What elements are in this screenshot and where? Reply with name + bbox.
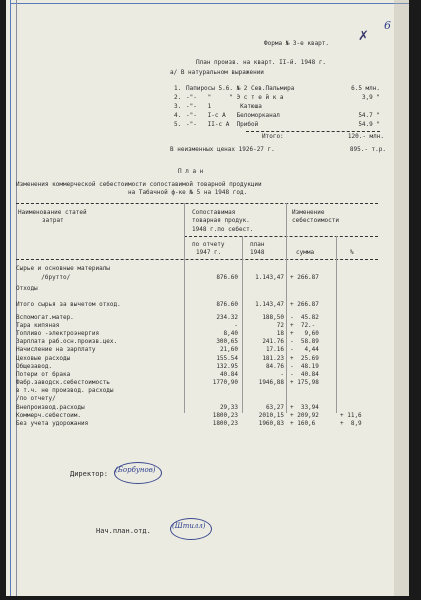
cell-plan: 17.16 [265, 346, 284, 353]
row-label: Цеховые расходы [16, 355, 71, 362]
row-label: Топливо -электроэнергия [16, 330, 100, 337]
cell-plan: 72 [276, 322, 284, 329]
director-label: Директор: [70, 470, 108, 478]
product-name: -"- 1 Катюша [186, 103, 262, 110]
product-n: 1. [174, 85, 182, 92]
cell-plan: 188,50 [262, 314, 284, 321]
col-divider [336, 236, 337, 413]
plan-subtitle-2: на Табачной ф-ке № 5 на 1948 год. [128, 189, 248, 196]
cell-plan: 241.76 [262, 338, 284, 345]
form-label: Форма № 3-е кварт. [264, 40, 330, 47]
plan-heading: П л а н [178, 168, 204, 175]
product-value: 54.7 " [358, 112, 380, 119]
col-header-articles-2: затрат [42, 217, 64, 224]
binding-rule-left [16, 0, 17, 596]
row-label: Итого сырья за вычетом отход. [16, 301, 121, 308]
product-name: -"- " " Э с т е й к а [186, 94, 284, 101]
cell-plan: 1946,88 [258, 379, 284, 386]
col-header-comparable-3: 1948 г.по себест. [192, 226, 254, 233]
cell-sum: + 9,60 [290, 330, 319, 337]
cell-report: - [234, 322, 238, 329]
row-label: Тара кипяная [16, 322, 60, 329]
page-number: 6 [384, 19, 391, 32]
cell-sum: + 160,6 [290, 420, 316, 427]
subcol-report-year: 1947 г. [196, 249, 222, 256]
cell-plan: - [280, 371, 284, 378]
row-label: Без учета удорожания [16, 420, 89, 427]
cell-sum: + 25.69 [290, 355, 319, 362]
row-label: /по отчету/ [16, 395, 56, 402]
col-divider [286, 203, 287, 413]
cell-sum: - 58.89 [290, 338, 319, 345]
cell-percent: + 8,9 [340, 420, 362, 427]
row-label: Сырье и основные материалы [16, 265, 110, 272]
plan-subtitle-1: Изменения коммерческой себестоимости сопоставимой товарной продукции [16, 181, 262, 188]
total-divider [246, 131, 380, 132]
total-label: Итого: [262, 133, 284, 140]
cell-report: 155.54 [216, 355, 238, 362]
total-value: 120.- млн. [347, 133, 384, 140]
paper-stain [394, 0, 409, 596]
cell-report: 300,65 [216, 338, 238, 345]
subheader-line [184, 236, 378, 237]
cell-report: 21,60 [219, 346, 238, 353]
cell-sum: - 45.82 [290, 314, 319, 321]
top-rule [10, 3, 409, 4]
subcol-percent: % [350, 249, 354, 256]
product-name: -"- I-с А Беломорканал [186, 112, 280, 119]
cell-report: 8,40 [223, 330, 238, 337]
cell-sum: + 266.87 [290, 301, 319, 308]
cell-plan: 63,27 [265, 404, 284, 411]
subcol-plan: план [250, 241, 265, 248]
cell-sum: - 4,44 [290, 346, 319, 353]
product-n: 4. [174, 112, 182, 119]
cell-report: 132.95 [216, 363, 238, 370]
cell-plan: 181.23 [262, 355, 284, 362]
cell-report: 876.60 [216, 301, 238, 308]
cell-report: 876.60 [216, 274, 238, 281]
cell-sum: - 48.19 [290, 363, 319, 370]
table-header-bottom [16, 259, 378, 260]
cell-report: 1770,90 [212, 379, 238, 386]
plan-title: План произв. на кварт. II-й. 1948 г. [196, 59, 327, 66]
constant-prices-value: 895.- т.р. [349, 146, 386, 153]
col-divider [184, 203, 185, 413]
row-label: /брутто/ [16, 274, 71, 281]
product-n: 2. [174, 94, 182, 101]
col-header-articles: Наименование статей [18, 209, 87, 216]
cell-report: 1800,23 [212, 420, 238, 427]
cell-report: 1800,23 [212, 412, 238, 419]
cell-sum: + 266.87 [290, 274, 319, 281]
cell-report: 40.84 [219, 371, 238, 378]
cell-sum: + 33,94 [290, 404, 319, 411]
row-label: Потери от брака [16, 371, 71, 378]
product-name: -"- II-с А Прибой [186, 121, 259, 128]
col-header-comparable-2: товарная продук. [192, 217, 250, 224]
product-n: 3. [174, 103, 182, 110]
planning-signature: (Штилл) [172, 522, 206, 530]
cell-plan: 2010,15 [258, 412, 284, 419]
col-header-change-2: себестоимости [292, 217, 339, 224]
product-value: 6.5 млн. [351, 85, 380, 92]
product-name: Папиросы 5.6. № 2 Сев.Пальмира [186, 85, 295, 92]
row-label: Вспомогат.матер. [16, 314, 74, 321]
col-header-change: Изменение [292, 209, 325, 216]
cell-percent: + 11,6 [340, 412, 362, 419]
cell-report: 234.32 [216, 314, 238, 321]
cell-plan: 1960,83 [258, 420, 284, 427]
constant-prices-label: В неизменных ценах 1926-27 г. [170, 146, 275, 153]
natural-label: а/ В натуральном выражении [170, 69, 264, 76]
director-signature: (Борбунов) [115, 466, 156, 474]
table-top-line [16, 203, 378, 204]
cell-sum: + 72.- [290, 322, 316, 329]
row-label: Начисление на зарплату [16, 346, 96, 353]
margin-rule [10, 0, 11, 596]
check-mark: ✗ [358, 29, 369, 44]
row-label: Отходы [16, 285, 38, 292]
cell-report: 29,33 [219, 404, 238, 411]
row-label: Фабр.заводск.себестоимость [16, 379, 110, 386]
cell-sum: - 40.84 [290, 371, 319, 378]
cell-plan: 1.143,47 [255, 274, 284, 281]
product-n: 5. [174, 121, 182, 128]
cell-sum: + 209,92 [290, 412, 319, 419]
row-label: Коммерч.себестоим. [16, 412, 82, 419]
subcol-sum: сумма [296, 249, 315, 256]
document-page [6, 0, 409, 596]
cell-plan: 1.143,47 [255, 301, 284, 308]
subcol-plan-year: 1948 [250, 249, 265, 256]
row-label: Внепроизвод.расходы [16, 404, 85, 411]
product-value: 54.9 " [358, 121, 380, 128]
planning-label: Нач.план.отд. [96, 527, 151, 535]
col-header-comparable: Сопоставимая [192, 209, 236, 216]
cell-sum: + 175,98 [290, 379, 319, 386]
row-label: в т.ч. не производ. расходы [16, 387, 114, 394]
subcol-report: по отчету [192, 241, 225, 248]
row-label: Зарплата раб.осн.произв.цех. [16, 338, 118, 345]
cell-plan: 18 [276, 330, 284, 337]
product-value: 3,9 " [361, 94, 380, 101]
row-label: Общезавод. [16, 363, 53, 370]
cell-plan: 84.76 [265, 363, 284, 370]
